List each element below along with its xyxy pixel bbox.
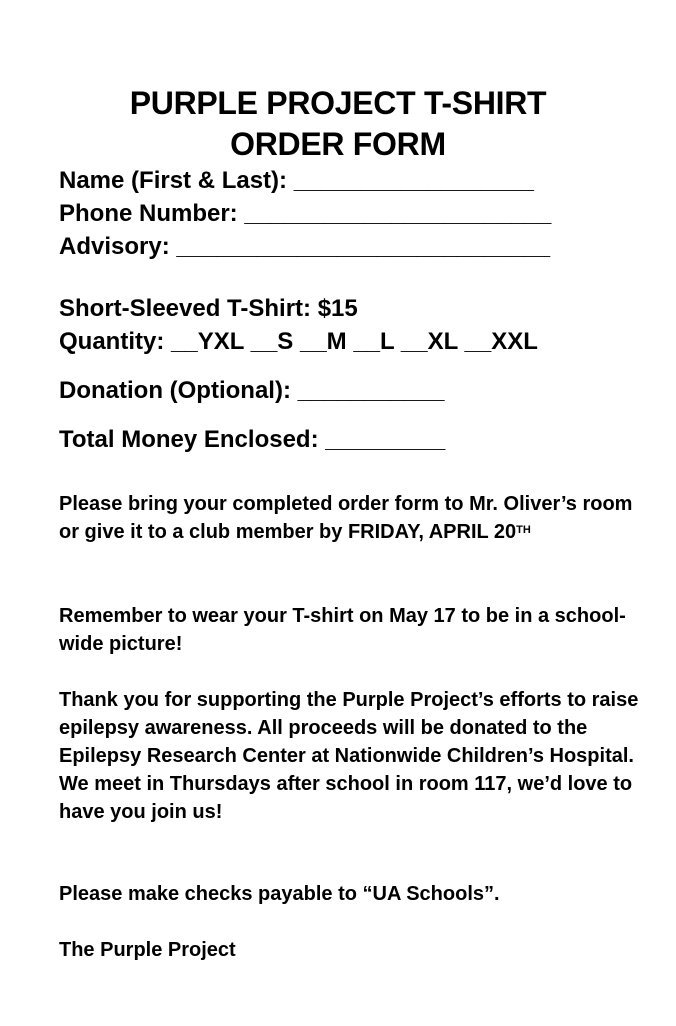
deadline-paragraph: [59, 490, 649, 546]
deadline-text: Please bring your completed order form to Mr. Oliver’s room or give it to a club member by FRIDAY, APRIL 20: [59, 493, 633, 543]
form-title-line-1: PURPLE PROJECT T-SHIRT: [129, 85, 547, 121]
reminder-paragraph: Remember to wear your T-shirt on May 17 to be in a school-wide picture!: [59, 605, 626, 655]
name-field: Name (First & Last): __________________: [59, 167, 534, 194]
total-field: Total Money Enclosed: _________: [59, 426, 446, 453]
shirt-price: Short-Sleeved T-Shirt: $15: [59, 295, 358, 322]
phone-field: Phone Number: _______________________: [59, 200, 552, 227]
deadline-suffix: TH: [516, 524, 531, 536]
quantity-field: Quantity: __YXL __S __M __L __XL __XXL: [59, 328, 538, 355]
form-title-line-2: ORDER FORM: [230, 126, 446, 162]
thanks-paragraph: Thank you for supporting the Purple Project’s efforts to raise epilepsy awareness. All proceeds will be donated to the Epilepsy Research Center at Nationwide Children’s Hospital. We meet in Thursdays after school in room 117, we’d love to have you join us!: [59, 689, 639, 823]
signature: The Purple Project: [59, 939, 236, 961]
checks-paragraph: Please make checks payable to “UA Schools”.: [59, 883, 500, 905]
donation-field: Donation (Optional): ___________: [59, 377, 445, 404]
advisory-field: Advisory: ____________________________: [59, 233, 551, 260]
